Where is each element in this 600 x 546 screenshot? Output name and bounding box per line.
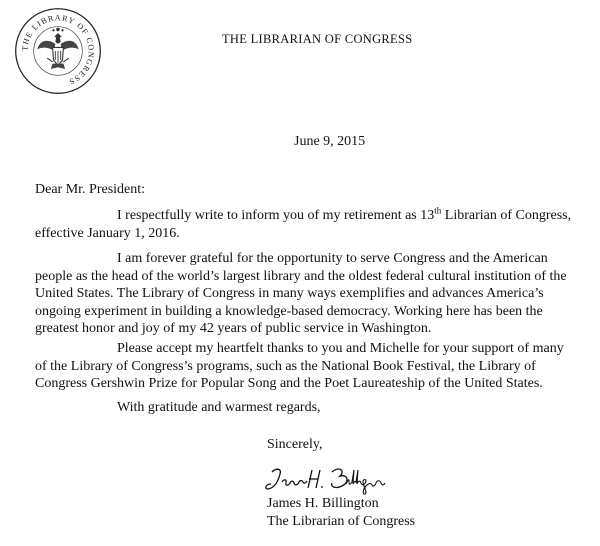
letterhead-title: THE LIBRARIAN OF CONGRESS [222,32,413,46]
paragraph-retirement-text-b: Librarian of Congress, effective January 1, 2016. [35,208,572,241]
paragraph-retirement [35,207,575,242]
paragraph-gratitude: I am forever grateful for the opportunity to serve Congress and the American people as the head of the world’s largest library and the oldest federal cultural institution of the United States. The Library of Congress in many ways exemplifies and advances America’s ongoing experiment in building a knowledge-based democracy. Working here has been the greatest honor and joy of my 42 years of public service in Washington. [35,251,567,337]
salutation: Dear Mr. President: [35,182,146,197]
paragraph-regards: With gratitude and warmest regards, [117,400,321,415]
closing: Sincerely, [267,437,323,452]
paragraph-thanks: Please accept my heartfelt thanks to you and Michelle for your support of many of the Library of Congress’s programs, such as the National Book Festival, the Library of Congress Gershwin Prize for Popular Song and the Poet Laureateship of the United States. [35,341,564,392]
seal-ring-text: THE LIBRARY OF CONGRESS [20,13,96,87]
handwritten-signature [262,462,400,500]
signer-title: The Librarian of Congress [267,514,416,529]
ordinal-suffix: th [434,205,442,216]
letter-date: June 9, 2015 [294,134,366,149]
signer-name: James H. Billington [267,496,379,511]
paragraph-retirement-text-a: I respectfully write to inform you of my retirement as 13 [117,208,435,223]
library-of-congress-seal-icon [13,6,103,96]
